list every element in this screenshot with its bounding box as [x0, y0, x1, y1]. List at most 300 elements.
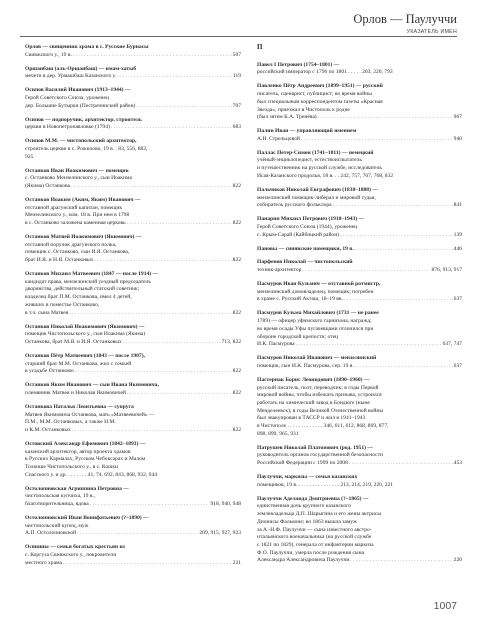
index-entry	[257, 377, 462, 439]
entry-text: единственная дочь крупного казанского	[257, 503, 352, 510]
right-column	[257, 44, 462, 571]
leader-dots	[111, 124, 232, 132]
entry-line	[257, 136, 462, 144]
entry-text: дер. Большие Бутырки (Пестречинский район)	[25, 102, 136, 109]
entry-text: мечети в дер. Урмашбаш Казанского у.	[25, 73, 117, 80]
entry-line	[257, 452, 462, 460]
entry-text: отставной поручик драгунского полка,	[25, 241, 117, 248]
entry-text: с 1821 по 1829), генерала от инфантерии маркиза	[257, 542, 374, 548]
page-reference: 967	[453, 114, 462, 121]
index-entry	[257, 281, 462, 304]
index-entry	[25, 197, 241, 228]
leader-dots	[340, 232, 453, 240]
entry-line	[257, 296, 462, 304]
entry-line	[257, 232, 462, 240]
entry-line	[25, 456, 241, 464]
entry-line	[25, 419, 241, 427]
entry-text: писатель, сценарист, публицист; во время войны	[257, 91, 372, 98]
entry-line	[257, 69, 462, 77]
entry-text: в Русских Кармалах, Русском Чебоксарах и Малом	[25, 456, 146, 463]
entry-text: за А.-Н.Ф. Паулуччи — сына известного австро-	[257, 526, 372, 533]
entry-line	[257, 216, 462, 224]
entry-line	[257, 408, 462, 416]
page-reference: 637	[453, 296, 462, 303]
entry-heading-text: Пальчиков Николай Евграфович (1838–1888) —	[257, 186, 378, 193]
entry-line	[25, 361, 241, 369]
entry-line	[25, 302, 241, 310]
page-reference: 139	[453, 231, 462, 238]
entry-line	[257, 415, 462, 423]
entry-text: был специальным корреспондентом газеты «Красная	[257, 98, 383, 105]
page-reference: 637	[453, 362, 462, 369]
entry-line	[257, 83, 462, 91]
entry-line	[25, 249, 241, 257]
page-reference: 918, 940, 948	[210, 501, 241, 508]
entry-line	[257, 310, 462, 318]
page-reference: 713, 822	[221, 338, 241, 345]
entry-text: и К.М. Останковых	[25, 427, 71, 433]
page-reference: 876, 913, 917	[431, 267, 462, 274]
entry-line	[25, 472, 241, 480]
leader-dots	[63, 560, 232, 568]
entry-line	[257, 128, 462, 136]
index-entry	[25, 234, 241, 265]
entry-line	[25, 87, 241, 95]
entry-text: церкви в Новопетропавловке (1794)	[25, 124, 110, 131]
page-reference: 940	[453, 135, 462, 142]
entry-line	[257, 289, 462, 297]
leader-dots	[349, 460, 453, 468]
entry-text: брат И.Я. и Н.Я. Останковых	[25, 257, 94, 264]
entry-line	[25, 331, 241, 339]
entry-text: Останкова, брат М.Я. и И.Я. Останковых	[25, 338, 122, 345]
page-reference: 822	[232, 220, 241, 227]
entry-text: с. Коргуза Свияжского у., покровители	[25, 552, 117, 559]
page-reference: 822	[232, 368, 241, 375]
entry-line	[25, 124, 241, 132]
entry-text: Российской Федерации с 1999 по 2008	[257, 460, 348, 467]
leader-dots	[123, 339, 221, 347]
entry-text: Ф.О. Паулуччи, умерла после рождения сына	[257, 549, 365, 556]
entry-line	[257, 246, 462, 254]
entry-text: обороне городской крепости; отец	[257, 333, 339, 340]
entry-heading-text: Останков Михаил Матвеевич (1847 — после 1914) —	[25, 271, 159, 278]
entry-line	[257, 150, 462, 158]
leader-dots	[333, 202, 453, 210]
index-entry	[257, 246, 462, 254]
entry-heading-text: Остолопновский Иван Вонифатьевич (?–1890) —	[25, 515, 149, 522]
entry-line	[25, 464, 241, 472]
entry-line	[257, 496, 462, 504]
page-reference: 822	[232, 389, 241, 396]
entry-line	[25, 427, 241, 435]
entry-text: с. Останково Мензелинского у., сын Иоакима	[25, 175, 132, 182]
entry-line	[257, 165, 462, 173]
entry-line	[257, 91, 462, 99]
entry-text: помещик Чистопольского у., сын Иоакима (Якима)	[25, 331, 146, 338]
entry-text: и путешественник на русской службе, исследователь	[257, 165, 382, 172]
index-entry	[25, 382, 241, 397]
entry-text: И.К. Пасмурова	[257, 341, 295, 348]
leader-dots	[296, 341, 442, 349]
leader-dots	[127, 220, 232, 228]
entry-line	[25, 95, 241, 103]
index-entry	[25, 544, 241, 567]
entry-text: в с. Останково заложена каменная церковь	[25, 220, 126, 227]
entry-text: отставной драгунский капитан, помещик	[25, 204, 123, 211]
index-entry	[25, 117, 241, 132]
entry-text: Мензелинского у., ком. 18 в. При нем в 1798	[25, 212, 130, 219]
entry-text: Матвея Якимовича Останкова, мать «Матвеевичей» —	[25, 411, 155, 418]
entry-heading-text: Пасмуров Кузьма Михайлович (1731 — не ранее	[257, 310, 379, 317]
entry-line	[257, 527, 462, 535]
entry-line	[25, 146, 241, 154]
leader-dots	[344, 296, 453, 304]
page-reference: 453	[453, 460, 462, 467]
entry-line	[25, 234, 241, 242]
entry-text: строитель церкви в с. Рожилово, 19 в. . 83, 556, 882,	[25, 145, 148, 152]
entry-heading-text: Останков Матвей Иоакимович (Якимович) —	[25, 233, 142, 240]
entry-text: итальянского военачальника (на русской службе	[257, 534, 372, 541]
entry-line	[25, 530, 241, 538]
page-number: 1007	[433, 600, 457, 612]
page-reference: 822	[232, 257, 241, 264]
leader-dots	[90, 501, 210, 509]
leader-dots	[127, 390, 232, 398]
leader-dots	[350, 557, 452, 565]
leader-dots	[355, 363, 453, 371]
page-reference: 209, 915, 927, 923	[199, 530, 241, 537]
entry-text: А.Н. Стрельцовой	[257, 135, 300, 142]
leader-dots	[71, 183, 232, 191]
entry-text: Герой Советского Союза (1944), уроженец	[257, 223, 358, 230]
leader-dots	[302, 267, 430, 275]
entry-text: мензелинский домовладелец, помещик; погребен	[257, 288, 374, 295]
entry-line	[25, 412, 241, 420]
index-entry	[25, 441, 241, 480]
entry-line	[257, 62, 462, 70]
entry-text: техник-архитектор	[257, 267, 302, 274]
entry-heading-text: Паллас Петер-Симон (1741–1811) — немецкий	[257, 149, 374, 156]
entry-line	[25, 197, 241, 205]
entry-text: Звезда», приезжал в Чистополь к родне	[257, 106, 350, 113]
entry-line	[257, 400, 462, 408]
leader-dots	[69, 310, 231, 318]
entry-line	[25, 66, 241, 74]
page-reference: 707	[232, 102, 241, 109]
entry-line	[25, 294, 241, 302]
entry-heading-text: Останков Пётр Матвеевич (1843 — после 1907),	[25, 352, 145, 359]
entry-line	[25, 382, 241, 390]
entry-line	[25, 138, 241, 146]
entry-heading-text: Павел I Петрович (1754–1801) —	[257, 61, 340, 68]
index-entry	[25, 353, 241, 376]
entry-line	[257, 431, 462, 439]
entry-line	[25, 353, 241, 361]
entry-line	[257, 503, 462, 511]
entry-text: в Чистополе . . . . . . . . . . . . . 346, 611, 612, 868, 869, 877,	[257, 423, 389, 430]
entry-heading-text: Пановы — синявские помещики, 19 в.	[257, 245, 354, 252]
page-reference: 507	[232, 51, 241, 58]
entry-heading-text: Паулуччи Аделаида Дмитриевна (?–1865) —	[257, 495, 369, 502]
entry-line	[25, 279, 241, 287]
entry-text: помещик с. Останково, сын И.Я. Останкова,	[25, 249, 130, 256]
entry-heading-text: Осипов Василий Иванович (1913–1944) —	[25, 87, 131, 94]
entry-heading-text: Орлов — священник храма в с. Русские Бурнасы	[25, 44, 149, 50]
entry-text: П.М., М.М. Останковых, а также Н.М.	[25, 419, 116, 426]
entry-line	[25, 73, 241, 81]
index-entry	[257, 128, 462, 143]
header-rule	[20, 36, 457, 37]
entry-text: Толкише Чистопольского у., в с. Кошки	[25, 464, 119, 471]
entry-heading-text: Останков Иван Иоакимович — помещик	[25, 167, 129, 174]
page-reference: 822	[232, 309, 241, 316]
entry-text: казанский архитектор, автор проекта храмов	[25, 448, 131, 455]
entry-line	[25, 52, 241, 60]
leader-dots	[117, 73, 232, 81]
entry-line	[257, 482, 462, 490]
entry-text: помещиков, 19 в. . . . . . . . . . . . . . . . 213, 214, 219, 220, 221	[257, 481, 394, 488]
entry-text: чистопольская купчиха, 19 в.,	[25, 493, 96, 500]
entry-text: работать на химический завод в Бондюге (ныне	[257, 399, 370, 406]
entry-heading-text: Патрушев Николай Платонович (род. 1951) —	[257, 444, 373, 451]
entry-line	[257, 187, 462, 195]
entry-line	[25, 168, 241, 176]
index-entry	[25, 66, 241, 81]
entry-line	[257, 460, 462, 468]
entry-heading-text: Парфенов Николай — чистопольский	[257, 259, 353, 266]
entry-line	[25, 339, 241, 347]
index-entry	[257, 474, 462, 489]
index-entry	[257, 187, 462, 210]
entry-line	[257, 281, 462, 289]
entry-line	[25, 523, 241, 531]
entry-text: 1789) — офицер уфимского гарнизона, награжд;	[257, 318, 372, 325]
entry-line	[257, 474, 462, 482]
entry-text: 898, 899, 965, 931	[257, 430, 299, 437]
entry-line	[25, 103, 241, 111]
entry-line	[257, 341, 462, 349]
entry-text: землевладельца Д.П. Шарыгина и его жены актрисы	[257, 511, 382, 518]
leader-dots	[73, 52, 232, 60]
entry-text: благотворительница, вдова	[25, 501, 89, 508]
page-reference: 841	[453, 202, 462, 209]
entry-text: с. Крым-Сарай (Кайбицкий район)	[257, 231, 340, 238]
index-entry	[25, 324, 241, 347]
entry-heading-text: Останкова Наталья Леонтьевна — супруга	[25, 403, 134, 410]
entry-text: российский император с 1796 по 1801 . . . . . 203, 220, 793	[257, 69, 393, 76]
leader-dots	[95, 257, 232, 265]
index-entry	[25, 168, 241, 191]
entry-line	[25, 212, 241, 220]
entry-text: руководитель органов государственной безопасности	[257, 452, 384, 459]
entry-heading-text: Осипов — подпоручик, архитектор, строитель	[25, 116, 142, 123]
entry-heading-text: Пасмуров Иван Кузьмич — отставной ротмистр,	[257, 281, 381, 288]
entry-line	[257, 519, 462, 527]
entry-line	[257, 542, 462, 550]
entry-line	[25, 324, 241, 332]
entry-line	[25, 441, 241, 449]
index-entry	[25, 404, 241, 435]
index-entry	[257, 496, 462, 565]
entry-text: в усадьбе Останково	[25, 368, 74, 375]
entry-text: (Якима) Останкова	[25, 183, 70, 189]
entry-text: кандидат права, мензелинский уездный председатель	[25, 278, 151, 285]
entry-line	[25, 449, 241, 457]
entry-line	[25, 552, 241, 560]
entry-text: мензелинский помещик-либерал и мировой судья,	[257, 194, 376, 201]
leader-dots	[318, 114, 453, 122]
entry-line	[257, 202, 462, 210]
index-entry	[25, 486, 241, 509]
entry-line	[257, 173, 462, 181]
index-entry	[25, 271, 241, 317]
entry-line	[25, 515, 241, 523]
index-entry	[257, 355, 462, 370]
entry-line	[257, 267, 462, 275]
entry-heading-text: Пастернак Борис Леонидович (1890–1960) —	[257, 376, 370, 383]
entry-text: был эвакуирован в ТАССР и жил в 1941–1943	[257, 415, 366, 422]
page-reference: 221	[232, 559, 241, 566]
entry-line	[257, 385, 462, 393]
entry-line	[257, 423, 462, 431]
entry-text: собиратель русского фольклора	[257, 202, 332, 209]
entry-heading-text: Останков Иоаким (Аким, Яким) Иванович —	[25, 196, 141, 203]
entry-text: (был зятем К.А. Тренёва)	[257, 114, 317, 121]
entry-line	[25, 117, 241, 125]
entry-line	[25, 368, 241, 376]
entry-line	[257, 334, 462, 342]
entry-heading-text: Пасмуров Николай Иванович — мензелинский	[257, 355, 377, 362]
index-entry	[257, 259, 462, 274]
entry-text: во время осады Уфы пугачевцами отличился при	[257, 325, 374, 332]
entry-line	[257, 534, 462, 542]
entry-text: чистопольский купец, муж	[25, 522, 89, 529]
entry-text: в храме с. Русский Акташ, 18–19 вв.	[257, 296, 343, 303]
entry-text: племянник Матвея и Николая Якимовичей	[25, 389, 126, 396]
entry-text: Спасского у. и др. . . . . . . . 41, 74, 692, 843, 868, 932, 944	[25, 471, 158, 478]
entry-line	[25, 271, 241, 279]
entry-line	[257, 259, 462, 267]
page-reference: 446	[453, 245, 462, 252]
entry-heading-text: Останков Яким Иванович — сын Ивана Якимовича,	[25, 382, 159, 389]
entry-line	[257, 114, 462, 122]
index-entry	[25, 138, 241, 161]
entry-line	[257, 326, 462, 334]
entry-line	[257, 157, 462, 165]
entry-text: Герой Советского Союза, уроженец	[25, 94, 109, 101]
index-entry	[25, 515, 241, 538]
entry-line	[25, 544, 241, 552]
entry-line	[257, 557, 462, 565]
entry-line	[257, 377, 462, 385]
entry-line	[25, 404, 241, 412]
entry-heading-text: Панарин Михаил Петрович (1918–1943) —	[257, 216, 365, 223]
entry-text: местного храма	[25, 559, 62, 566]
entry-line	[25, 220, 241, 228]
entry-line	[25, 390, 241, 398]
entry-text: 925	[25, 153, 34, 160]
entry-heading-text: Палин Иван — управляющий имением	[257, 128, 357, 135]
entry-line	[257, 99, 462, 107]
entry-text: мировой войны, чтобы избежать призыва, устроился	[257, 392, 382, 399]
index-entry	[257, 216, 462, 239]
entry-text: учёный-энциклопедист, естествоиспытатель	[257, 157, 362, 164]
entry-line	[25, 310, 241, 318]
entry-line	[25, 501, 241, 509]
index-entry	[257, 445, 462, 468]
entry-text: Исая-Казанского продолья, 18 в. . . 242, 757, 767, 768, 832	[257, 172, 394, 179]
entry-line	[25, 154, 241, 162]
entry-heading-text: Павленко Пётр Андреевич (1899–1951) — русский	[257, 83, 383, 90]
page-reference: 822	[232, 427, 241, 433]
index-entry	[257, 150, 462, 181]
entry-heading-text: Осипов М.М. — чистопольский архитектор,	[25, 138, 137, 145]
index-entry	[257, 83, 462, 122]
entry-heading-text: Оршанбаш (аль-Оршанбаш) — имам-хатыб	[25, 65, 137, 72]
entry-line	[257, 511, 462, 519]
entry-heading-text: Останков Николай Иоакимович (Якимович) —	[25, 323, 145, 330]
leader-dots	[77, 530, 198, 538]
left-column	[25, 44, 241, 574]
running-header-subtitle: УКАЗАТЕЛЬ ИМЕН	[406, 29, 457, 35]
entry-heading-text: Остовский Александр Ефимович (1842–1893) —	[25, 440, 146, 447]
entry-text: Дионисы Фальконе; во 1863 вышла замуж	[257, 518, 357, 525]
entry-line	[25, 242, 241, 250]
entry-text: Свияжского у., 19 в.	[25, 51, 72, 58]
entry-text: старший брат М.М. Останкова, жил с семьей	[25, 360, 132, 367]
leader-dots	[301, 136, 453, 144]
entry-line	[257, 550, 462, 558]
index-entry	[25, 87, 241, 110]
entry-line	[25, 44, 241, 52]
entry-text: живших в поместье Останково,	[25, 301, 100, 308]
entry-line	[25, 257, 241, 265]
page-reference: 683	[232, 124, 241, 131]
page-reference: 822	[232, 183, 241, 189]
entry-line	[25, 493, 241, 501]
entry-text: русский писатель, поэт, переводчик; в годы Первой	[257, 384, 379, 391]
entry-line	[25, 286, 241, 294]
entry-text: помещик, сын И.К. Пасмурова, сер. 19 в.	[257, 362, 354, 369]
entry-line	[25, 205, 241, 213]
entry-line	[257, 445, 462, 453]
entry-text: А.П. Остолопновской	[25, 530, 77, 537]
entry-line	[257, 224, 462, 232]
entry-line	[257, 355, 462, 363]
entry-line	[25, 183, 241, 191]
entry-line	[257, 363, 462, 371]
leader-dots	[75, 368, 232, 376]
leader-dots	[72, 427, 232, 435]
page-reference: 220	[453, 557, 462, 564]
entry-line	[25, 560, 241, 568]
entry-text: в т.ч. сына Матвея	[25, 309, 69, 316]
entry-text: Менделеевск); в годы Великой Отечественной войны	[257, 407, 384, 414]
entry-text: Александра Александровича Паулуччи	[257, 557, 350, 564]
index-entry	[257, 310, 462, 349]
section-letter: П	[257, 43, 263, 51]
entry-line	[25, 175, 241, 183]
entry-line	[257, 318, 462, 326]
entry-heading-text: Паулуччи, маркизы — семья казанских	[257, 474, 358, 481]
entry-text: владелец брат П.М. Останкова, имел 4 детей,	[25, 294, 132, 301]
entry-line	[257, 195, 462, 203]
leader-dots	[136, 103, 231, 111]
entry-heading-text: Остолопновская Агриппина Петровна —	[25, 485, 129, 492]
page-reference: 637, 747	[442, 341, 462, 348]
leader-dots	[355, 246, 453, 254]
